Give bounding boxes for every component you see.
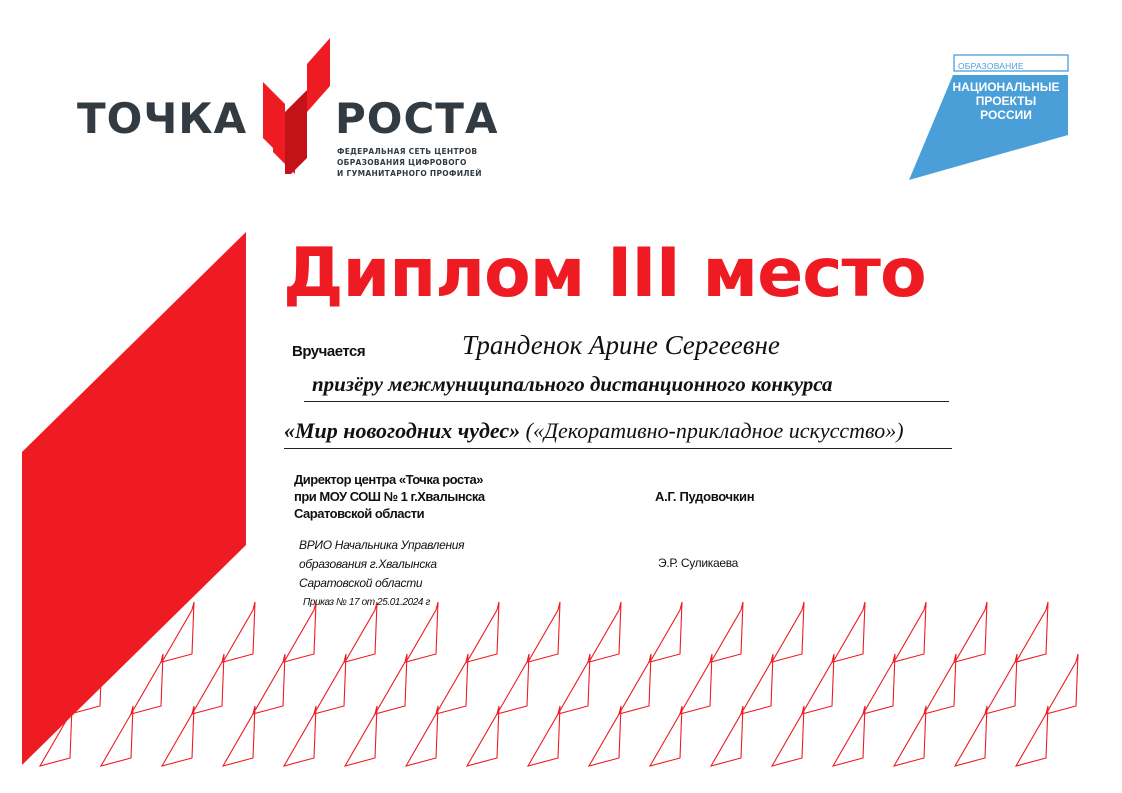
pattern-diamond (1046, 654, 1078, 714)
pattern-diamond (955, 602, 987, 662)
pattern-diamond (375, 654, 407, 714)
pattern-diamond (284, 706, 316, 766)
diploma-heading: Диплом III место (283, 234, 926, 313)
logo-subtitle: ФЕДЕРАЛЬНАЯ СЕТЬ ЦЕНТРОВ ОБРАЗОВАНИЯ ЦИФРОВОГО И ГУМАНИТАРНОГО ПРОФИЛЕЙ (337, 147, 482, 178)
pattern-diamond (528, 706, 560, 766)
order-reference: Приказ № 17 от 25.01.2024 г (303, 597, 430, 608)
pattern-diamond (284, 602, 316, 662)
pattern-diamond (558, 654, 590, 714)
pattern-diamond (1016, 602, 1048, 662)
signatory-1-title: Директор центра «Точка роста» при МОУ СОШ № 1 г.Хвалынска Саратовской области (294, 472, 485, 521)
logo-word-tochka: ТОЧКА (77, 94, 248, 143)
signatory-2-name: Э.Р. Суликаева (658, 556, 739, 570)
pattern-diamond (863, 654, 895, 714)
pattern-diamond (924, 654, 956, 714)
pattern-diamond (70, 654, 102, 714)
pattern-diamond (894, 706, 926, 766)
contest-line (284, 418, 952, 449)
pattern-diamond (162, 706, 194, 766)
pattern-diamond (528, 602, 560, 662)
pattern-diamond (162, 602, 194, 662)
pattern-diamond (772, 602, 804, 662)
pattern-diamond (711, 706, 743, 766)
pattern-diamond (772, 706, 804, 766)
pattern-diamond (467, 706, 499, 766)
signatory-1-name: А.Г. Пудовочкин (655, 489, 755, 504)
national-projects-title: НАЦИОНАЛЬНЫЕ ПРОЕКТЫ РОССИИ (952, 80, 1060, 122)
pattern-diamond (131, 654, 163, 714)
pattern-diamond (497, 654, 529, 714)
pattern-diamond (253, 654, 285, 714)
pattern-diamond (436, 654, 468, 714)
pattern-diamond (314, 654, 346, 714)
pattern-diamond (192, 654, 224, 714)
pattern-diamond (650, 706, 682, 766)
pattern-diamond (345, 602, 377, 662)
pattern-diamond (833, 706, 865, 766)
pattern-diamond (223, 602, 255, 662)
signatory-2-title: ВРИО Начальника Управления образования г.Хвалынска Саратовской области (299, 538, 465, 590)
logo-word-rosta: РОСТА (335, 94, 499, 143)
awarded-label: Вручается (292, 343, 366, 360)
pattern-diamond (345, 706, 377, 766)
pattern-diamond (40, 602, 72, 662)
pattern-diamond (680, 654, 712, 714)
pattern-diamond (955, 706, 987, 766)
pattern-diamond (1016, 706, 1048, 766)
pattern-diamond (223, 706, 255, 766)
pattern-diamond (101, 602, 133, 662)
pattern-diamond (711, 602, 743, 662)
pattern-diamond (589, 706, 621, 766)
contest-name: «Мир новогодних чудес» (284, 418, 521, 443)
nomination: («Декоративно-прикладное искусство») (525, 418, 904, 443)
pattern-diamond (619, 654, 651, 714)
pattern-diamond (985, 654, 1017, 714)
prize-description: призёру межмуниципального дистанционного конкурса (304, 372, 949, 402)
pattern-diamond (467, 602, 499, 662)
recipient-name: Транденок Арине Сергеевне (462, 330, 780, 360)
pattern-diamond (833, 602, 865, 662)
pattern-diamond (741, 654, 773, 714)
pattern-diamond (406, 706, 438, 766)
pattern-diamond (894, 602, 926, 662)
logo-sprout-icon (255, 34, 335, 174)
national-projects-small-label: ОБРАЗОВАНИЕ (958, 61, 1024, 71)
pattern-diamond (802, 654, 834, 714)
pattern-diamond (101, 706, 133, 766)
pattern-diamond (589, 602, 621, 662)
pattern-diamond (650, 602, 682, 662)
pattern-diamond (406, 602, 438, 662)
pattern-diamond (40, 706, 72, 766)
